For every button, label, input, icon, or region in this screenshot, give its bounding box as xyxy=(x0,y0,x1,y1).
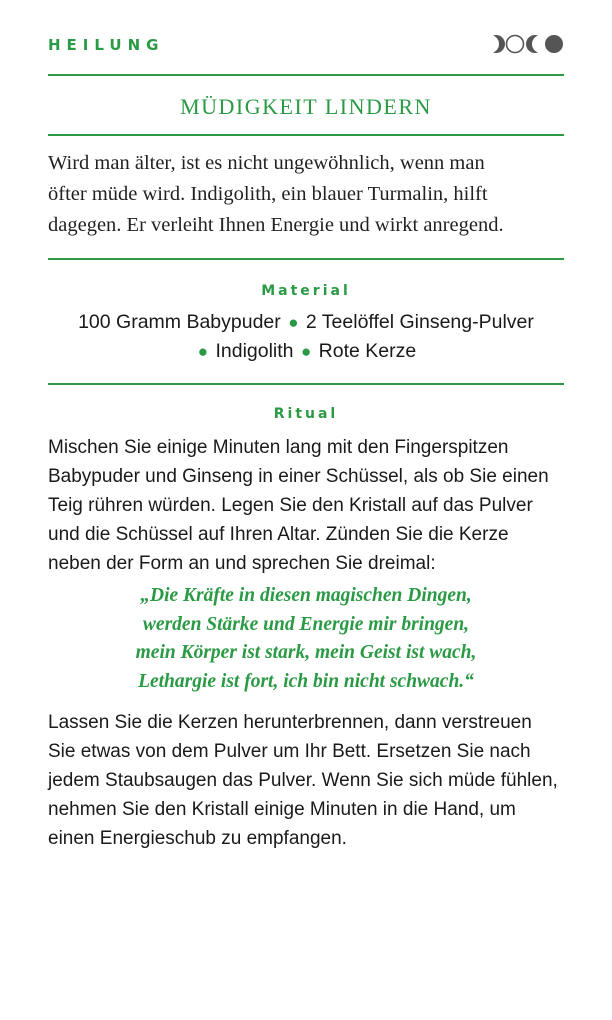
ritual-line: nehmen Sie den Kristall einige Minuten in die Hand, um xyxy=(48,799,516,820)
intro-paragraph xyxy=(48,148,564,241)
ritual-line: Sie etwas von dem Pulver um Ihr Bett. Ersetzen Sie nach xyxy=(48,741,531,762)
intro-line: dagegen. Er verleiht Ihnen Energie und wirkt anregend. xyxy=(48,214,504,236)
material-item: 2 Teelöffel Ginseng-Pulver xyxy=(305,311,534,333)
section-label: HEILUNG xyxy=(48,36,165,54)
full-moon-icon xyxy=(507,36,524,53)
material-row xyxy=(48,308,564,337)
ritual-line: Mischen Sie einige Minuten lang mit den Fingerspitzen xyxy=(48,437,509,458)
page-header xyxy=(48,28,564,62)
divider-title xyxy=(48,134,564,136)
divider-intro xyxy=(48,258,564,260)
bullet-dot-icon: ● xyxy=(300,342,312,361)
intro-line: öfter müde wird. Indigolith, ein blauer Turmalin, hilft xyxy=(48,183,488,205)
material-row xyxy=(48,337,564,366)
material-heading: Material xyxy=(261,283,351,299)
ritual-paragraph-1 xyxy=(48,433,564,578)
bullet-dot-icon: ● xyxy=(197,342,209,361)
divider-material xyxy=(48,383,564,385)
spell-line: werden Stärke und Energie mir bringen, xyxy=(142,613,470,635)
ritual-line: und die Schüssel auf Ihren Altar. Zünden Sie die Kerze xyxy=(48,524,509,545)
material-list xyxy=(48,308,564,366)
page-title: MÜDIGKEIT LINDERN xyxy=(180,94,432,119)
ritual-line: neben der Form an und sprechen Sie dreimal: xyxy=(48,553,436,574)
ritual-line: einen Energieschub zu empfangen. xyxy=(48,828,347,849)
book-page xyxy=(48,0,564,1020)
spell-line: mein Körper ist stark, mein Geist ist wach, xyxy=(135,642,477,663)
moon-phases-icon xyxy=(486,32,564,56)
spell-verse xyxy=(48,582,564,696)
ritual-paragraph-2 xyxy=(48,708,564,853)
spell-line: „Die Kräfte in diesen magischen Dingen, xyxy=(140,585,472,606)
crescent-moon-left-icon xyxy=(486,35,505,53)
material-item: Rote Kerze xyxy=(318,340,417,362)
bullet-dot-icon: ● xyxy=(288,313,299,332)
material-item: Indigolith xyxy=(215,340,294,362)
new-moon-icon xyxy=(545,35,563,53)
material-item: 100 Gramm Babypuder xyxy=(78,311,281,333)
spell-line: Lethargie ist fort, ich bin nicht schwach.“ xyxy=(138,670,474,692)
ritual-line: Babypuder und Ginseng in einer Schüssel, als ob Sie einen xyxy=(48,466,549,487)
ritual-heading: Ritual xyxy=(273,406,339,422)
ritual-line: Lassen Sie die Kerzen herunterbrennen, dann verstreuen xyxy=(48,712,532,733)
ritual-line: Teig rühren würden. Legen Sie den Kristall auf das Pulver xyxy=(48,495,533,516)
divider-top xyxy=(48,74,564,76)
ritual-line: jedem Staubsaugen das Pulver. Wenn Sie sich müde fühlen, xyxy=(48,770,558,791)
intro-line: Wird man älter, ist es nicht ungewöhnlich, wenn man xyxy=(48,152,485,174)
